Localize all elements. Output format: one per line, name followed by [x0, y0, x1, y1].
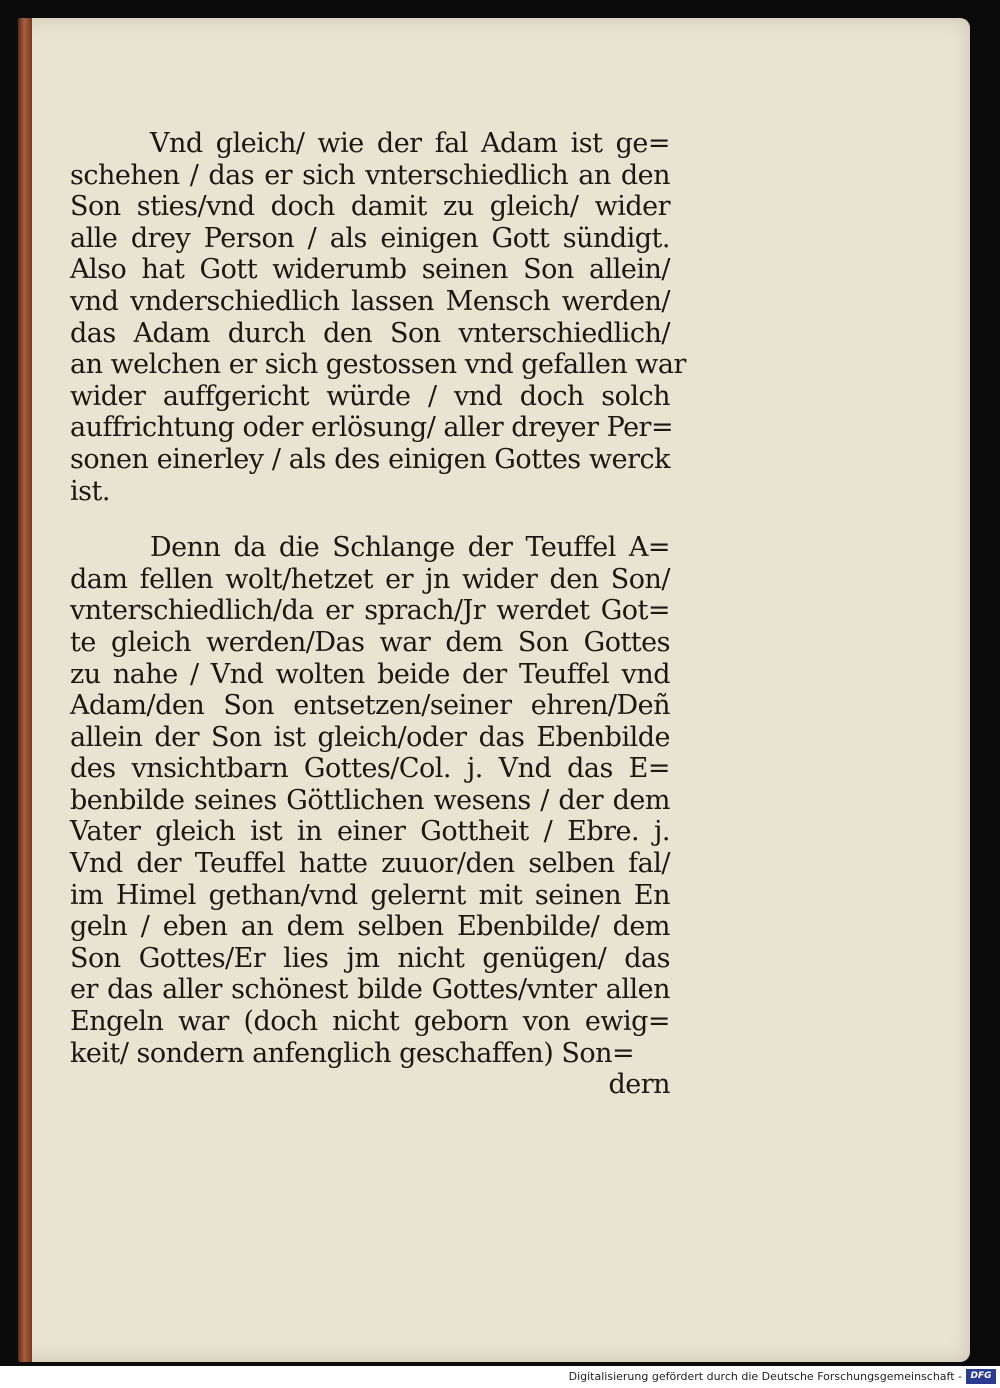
text-line: Adam/den Son entsetzen/seiner ehren/Deñ — [70, 690, 670, 722]
text-line: wider auffgericht würde / vnd doch solch — [70, 380, 670, 412]
text-line: benbilde seines Göttlichen wesens / der dem — [70, 784, 670, 816]
text-line: sonen einerley / als des einigen Gottes werck — [70, 443, 670, 475]
text-line: dam fellen wolt/hetzet er jn wider den Son/ — [70, 563, 670, 595]
text-line: geln / eben an dem selben Ebenbilde/ dem — [70, 911, 670, 943]
text-line: te gleich werden/Das war dem Son Gottes — [70, 626, 670, 658]
body-text — [70, 128, 686, 1101]
text-line: das Adam durch den Son vnterschiedlich/ — [70, 317, 670, 349]
text-line: an welchen er sich gestossen vnd gefallen war — [70, 349, 686, 381]
text-line: vnd vnderschiedlich lassen Mensch werden/ — [70, 285, 670, 317]
text-line: Son Gottes/Er lies jm nicht genügen/ das — [70, 942, 670, 974]
text-line: allein der Son ist gleich/oder das Ebenbilde — [70, 721, 670, 753]
text-line: vnterschiedlich/da er sprach/Jr werdet Got= — [70, 595, 670, 627]
text-line: er das aller schönest bilde Gottes/vnter allen — [70, 974, 670, 1006]
text-line: ist. — [70, 475, 110, 507]
text-line: zu nahe / Vnd wolten beide der Teuffel vnd — [70, 658, 670, 690]
text-line: Vnd der Teuffel hatte zuuor/den selben fal/ — [70, 848, 670, 880]
dfg-logo: DFG — [966, 1369, 996, 1384]
text-line: des vnsichtbarn Gottes/Col. j. Vnd das E= — [70, 753, 670, 785]
funding-credit: Digitalisierung gefördert durch die Deutsche Forschungsgemeinschaft - — [568, 1370, 962, 1383]
text-line: Engeln war (doch nicht geborn von ewig= — [70, 1006, 670, 1038]
text-line: Vater gleich ist in einer Gottheit / Ebre. j. — [70, 816, 670, 848]
text-line: schehen / das er sich vnterschiedlich an den — [70, 159, 670, 191]
text-line: im Himel gethan/vnd gelernt mit seinen En — [70, 879, 670, 911]
text-line: Also hat Gott widerumb seinen Son allein/ — [70, 254, 670, 286]
footer-bar — [0, 1366, 1000, 1388]
text-line: auffrichtung oder erlösung/ aller dreyer Per= — [70, 412, 674, 444]
text-line: keit/ sondern anfenglich geschaffen) Son= — [70, 1037, 635, 1069]
paragraph-gap — [70, 507, 670, 532]
paragraph — [70, 532, 670, 1069]
text-line: Son sties/vnd doch damit zu gleich/ wider — [70, 191, 670, 223]
text-line: Vnd gleich/ wie der fal Adam ist ge= — [150, 128, 670, 159]
book-page — [18, 18, 970, 1362]
text-line: Denn da die Schlange der Teuffel A= — [150, 532, 670, 564]
page-spine-edge — [18, 18, 32, 1362]
catchword: dern — [608, 1069, 670, 1101]
text-line: alle drey Person / als einigen Gott sündigt. — [70, 222, 670, 254]
paragraph — [70, 128, 686, 507]
